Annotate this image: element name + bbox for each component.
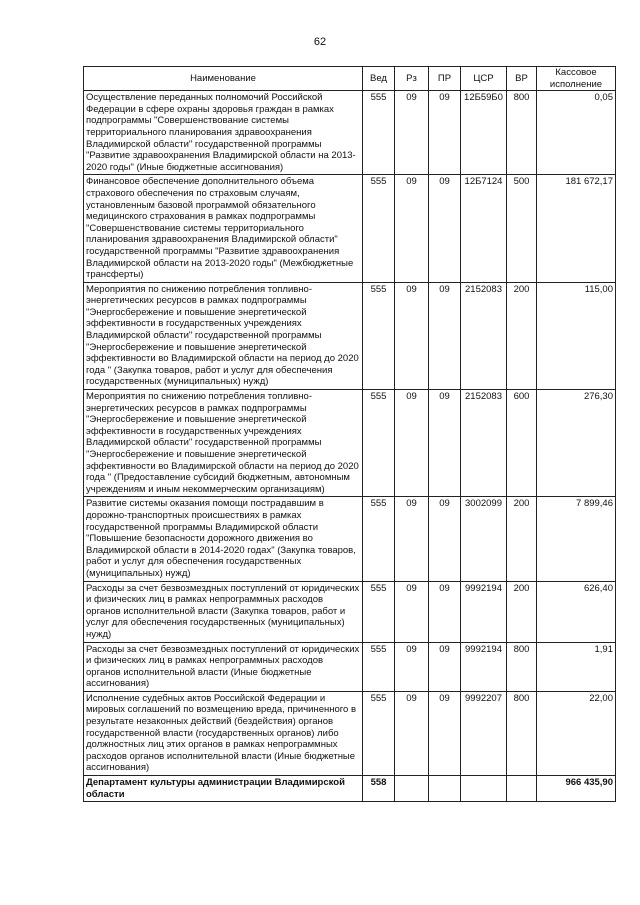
table-row	[84, 91, 616, 175]
row-csr: 9992194	[461, 642, 507, 691]
row-csr: 3002099	[461, 497, 507, 581]
page-number: 62	[313, 36, 327, 48]
row-name: Мероприятия по снижению потребления топливно-энергетических ресурсов в рамках подпрограммы "Энергосбережение и повышение энергетической эффективности в государственных учреждениях Владимирской области" государственной программы "Энергосбережение и повышение энергетической эффективности во Владимирской области на период до 2020 года " (Закупка товаров, работ и услуг для обеспечения государственных (муниципальных) нужд)	[84, 282, 363, 389]
row-amount: 181 672,17	[537, 175, 616, 282]
row-name: Расходы за счет безвозмездных поступлений от юридических и физических лиц в рамках непрограммных расходов органов исполнительной власти (Иные бюджетные ассигнования)	[84, 642, 363, 691]
row-vr: 800	[507, 642, 537, 691]
row-pr: 09	[429, 91, 461, 175]
summary-amount: 966 435,90	[537, 776, 616, 802]
row-csr: 9992194	[461, 581, 507, 642]
row-vr: 500	[507, 175, 537, 282]
header-vr: ВР	[507, 67, 537, 91]
header-rz: Рз	[395, 67, 429, 91]
header-name: Наименование	[84, 67, 363, 91]
row-rz: 09	[395, 282, 429, 389]
row-name: Осуществление переданных полномочий Российской Федерации в сфере охраны здоровья граждан в рамках подпрограммы "Совершенствование системы территориального планирования здравоохранения Владимирской области" государственной программы "Развитие здравоохранения Владимирской области на 2013-2020 годы" (Иные бюджетные ассигнования)	[84, 91, 363, 175]
row-amount: 276,30	[537, 390, 616, 497]
summary-ved: 558	[363, 776, 395, 802]
summary-pr	[429, 776, 461, 802]
row-ved: 555	[363, 91, 395, 175]
row-rz: 09	[395, 175, 429, 282]
row-pr: 09	[429, 691, 461, 775]
row-ved: 555	[363, 642, 395, 691]
row-amount: 626,40	[537, 581, 616, 642]
row-csr: 9992207	[461, 691, 507, 775]
table-row	[84, 581, 616, 642]
row-ved: 555	[363, 282, 395, 389]
row-amount: 1,91	[537, 642, 616, 691]
table-row	[84, 691, 616, 775]
summary-rz	[395, 776, 429, 802]
row-csr: 12Б7124	[461, 175, 507, 282]
row-rz: 09	[395, 91, 429, 175]
row-ved: 555	[363, 691, 395, 775]
header-pr: ПР	[429, 67, 461, 91]
row-ved: 555	[363, 581, 395, 642]
table-row	[84, 282, 616, 389]
row-vr: 200	[507, 581, 537, 642]
summary-vr	[507, 776, 537, 802]
row-csr: 12Б59Б0	[461, 91, 507, 175]
row-vr: 800	[507, 91, 537, 175]
row-amount: 7 899,46	[537, 497, 616, 581]
row-amount: 115,00	[537, 282, 616, 389]
row-pr: 09	[429, 642, 461, 691]
row-vr: 600	[507, 390, 537, 497]
row-pr: 09	[429, 282, 461, 389]
row-name: Мероприятия по снижению потребления топливно-энергетических ресурсов в рамках подпрограммы "Энергосбережение и повышение энергетической эффективности в государственных учреждениях Владимирской области" государственной программы "Энергосбережение и повышение энергетической эффективности во Владимирской области на период до 2020 года " (Предоставление субсидий бюджетным, автономным учреждениям и иным некоммерческим организациям)	[84, 390, 363, 497]
row-name: Развитие системы оказания помощи пострадавшим в дорожно-транспортных происшествиях в рамках государственной программы Владимирской области "Повышение безопасности дорожного движения во Владимирской области в 2014-2020 годах" (Закупка товаров, работ и услуг для обеспечения государственных (муниципальных) нужд)	[84, 497, 363, 581]
row-rz: 09	[395, 497, 429, 581]
row-rz: 09	[395, 390, 429, 497]
row-pr: 09	[429, 497, 461, 581]
table-row	[84, 390, 616, 497]
budget-table	[83, 66, 616, 802]
row-vr: 200	[507, 282, 537, 389]
department-summary-row	[84, 776, 616, 802]
row-name: Финансовое обеспечение дополнительного объема страхового обеспечения по страховым случаям, установленным базовой программой обязательного медицинского страхования в рамках подпрограммы "Совершенствование системы территориального планирования здравоохранения Владимирской области" государственной программы "Развитие здравоохранения Владимирской области на 2013-2020 годы" (Межбюджетные трансферты)	[84, 175, 363, 282]
row-pr: 09	[429, 175, 461, 282]
row-amount: 0,05	[537, 91, 616, 175]
header-amount: Кассовое исполнение	[537, 67, 616, 91]
summary-name: Департамент культуры администрации Владимирской области	[84, 776, 363, 802]
header-csr: ЦСР	[461, 67, 507, 91]
row-rz: 09	[395, 642, 429, 691]
row-pr: 09	[429, 390, 461, 497]
row-vr: 200	[507, 497, 537, 581]
row-pr: 09	[429, 581, 461, 642]
row-rz: 09	[395, 581, 429, 642]
table-row	[84, 497, 616, 581]
row-rz: 09	[395, 691, 429, 775]
row-ved: 555	[363, 497, 395, 581]
row-csr: 2152083	[461, 390, 507, 497]
table-header-row	[84, 67, 616, 91]
table-row	[84, 175, 616, 282]
row-name: Исполнение судебных актов Российской Федерации и мировых соглашений по возмещению вреда, причиненного в результате незаконных действий (бездействия) органов государственной власти (государственных органов) либо должностных лиц этих органов в рамках непрограммных расходов органов исполнительной власти (Иные бюджетные ассигнования)	[84, 691, 363, 775]
row-name: Расходы за счет безвозмездных поступлений от юридических и физических лиц в рамках непрограммных расходов органов исполнительной власти (Закупка товаров, работ и услуг для обеспечения государственных (муниципальных) нужд)	[84, 581, 363, 642]
header-ved: Вед	[363, 67, 395, 91]
summary-csr	[461, 776, 507, 802]
row-amount: 22,00	[537, 691, 616, 775]
row-csr: 2152083	[461, 282, 507, 389]
table-row	[84, 642, 616, 691]
row-ved: 555	[363, 175, 395, 282]
row-ved: 555	[363, 390, 395, 497]
row-vr: 800	[507, 691, 537, 775]
